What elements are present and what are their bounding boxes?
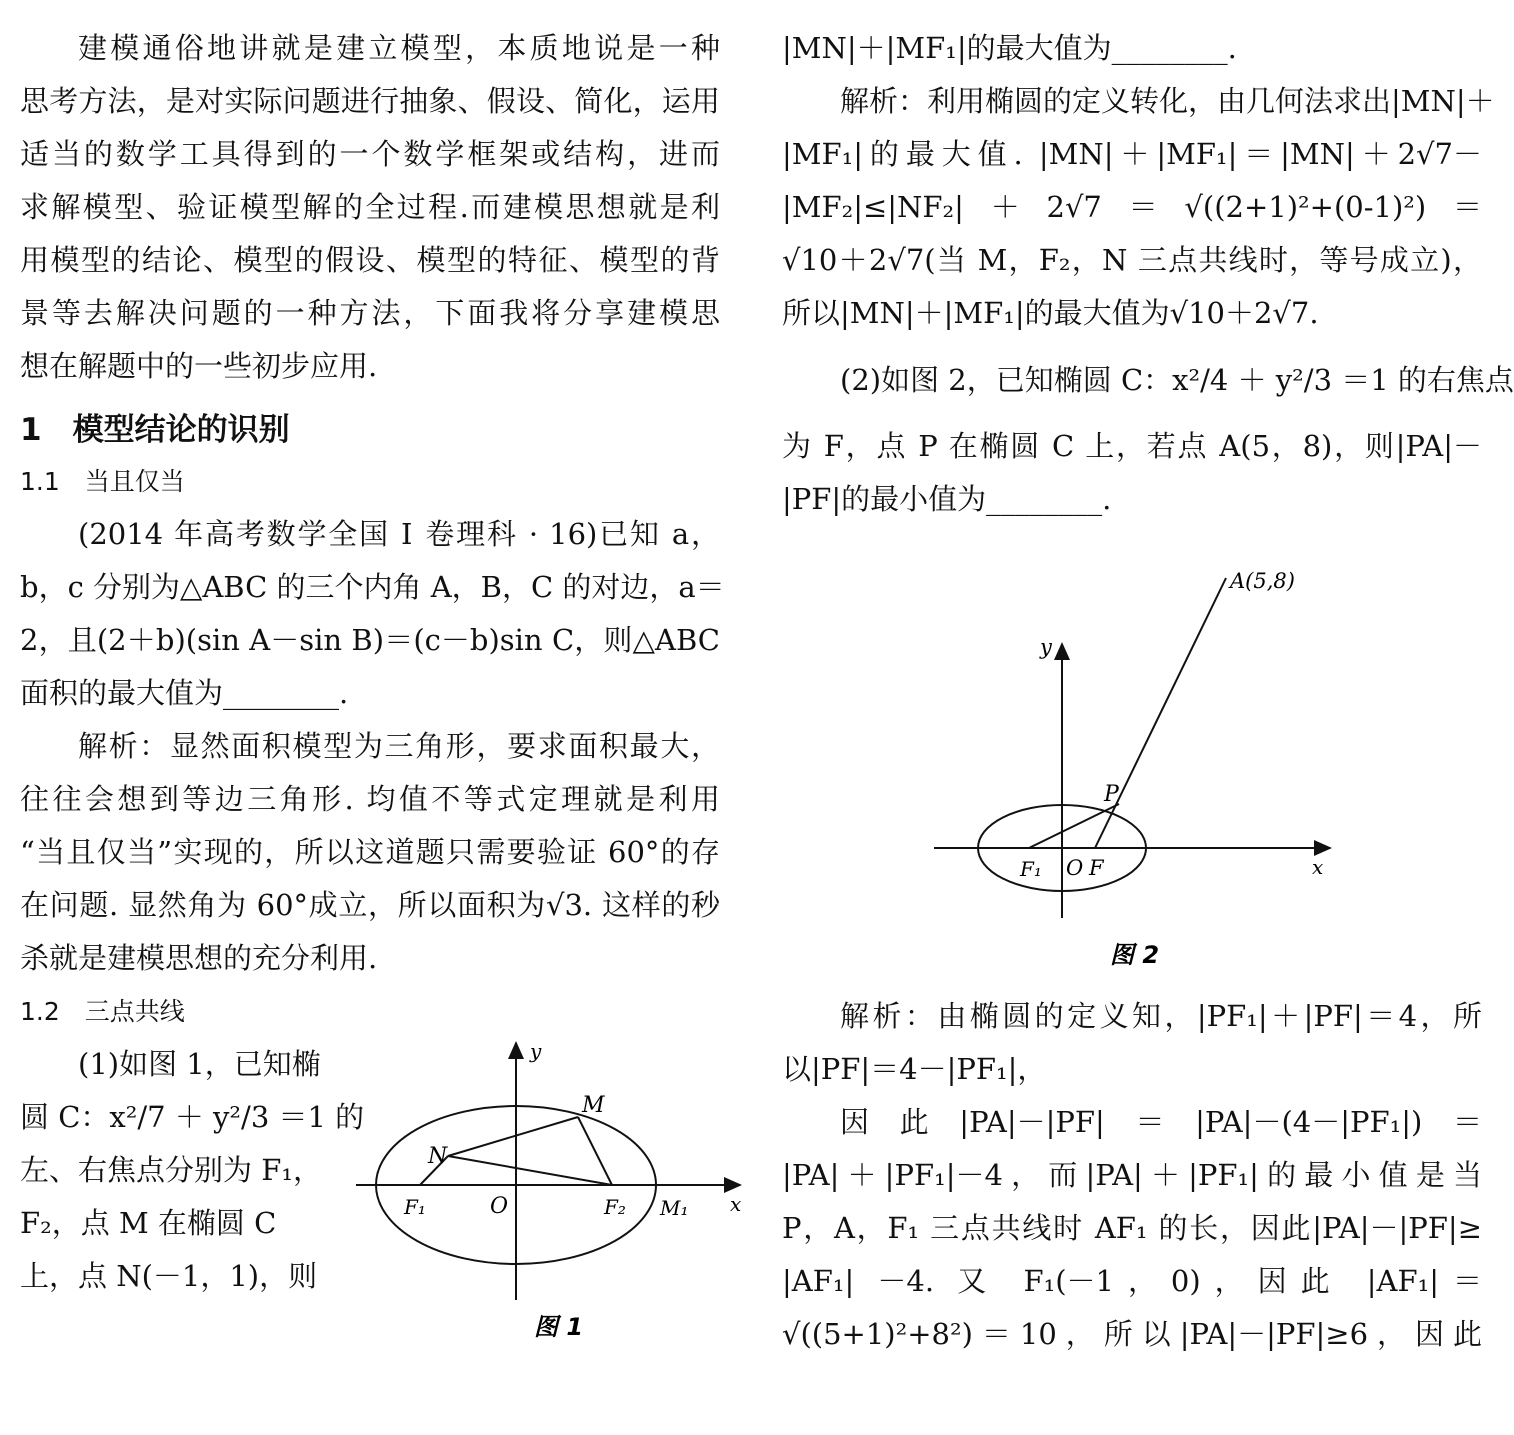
problem-2-block [20, 1038, 742, 1341]
text-line: |PA|＋|PF₁|－4，而|PA|＋|PF₁|的最小值是当 [782, 1158, 1482, 1192]
left-column [20, 22, 742, 1341]
right-column [782, 22, 1514, 1361]
x-axis-label: x [1312, 855, 1324, 879]
right-top-text [782, 22, 1514, 526]
text-line: (2)如图 2，已知椭圆 C：x²/4 ＋ y²/3 ＝1 的右焦点 [840, 363, 1514, 397]
y-axis-label: y [530, 1039, 542, 1063]
text-line: |MN|＋|MF₁|的最大值为________. [782, 31, 1237, 65]
segment-mf2 [578, 1117, 612, 1185]
figure-1-caption: 图 1 [534, 1313, 584, 1341]
text-line: 因此|PA|－|PF|＝|PA|－(4－|PF₁|)＝ [840, 1105, 1482, 1139]
point-m1-label: M₁ [660, 1196, 689, 1220]
text-line: 杀就是建模思想的充分利用. [20, 941, 378, 975]
text-line: |MF₁|的最大值. |MN|＋|MF₁|＝|MN|＋2√7－ [782, 137, 1482, 171]
origin-label: O [490, 1194, 509, 1219]
text-line: 解析：利用椭圆的定义转化，由几何法求出|MN|＋ [840, 84, 1495, 118]
text-line: |PF|的最小值为________. [782, 482, 1112, 516]
text-line: F₂，点 M 在椭圆 C [20, 1206, 277, 1240]
point-a-label: A(5,8) [1230, 569, 1295, 593]
figure-2 [782, 526, 1482, 986]
right-bottom-text [782, 990, 1482, 1361]
text-line: |MF₂|≤|NF₂|＋2√7＝√((2+1)²+(0-1)²)＝ [782, 190, 1482, 224]
point-f2-label: F₂ [604, 1195, 626, 1219]
point-f1-label: F₁ [404, 1195, 426, 1219]
text-line: “当且仅当”实现的，所以这道题只需要验证 60°的存 [20, 835, 720, 869]
solution-1 [20, 720, 720, 985]
figure-2-caption: 图 2 [1110, 941, 1160, 969]
text-line: |AF₁| －4. 又 F₁(－1，0)，因此 |AF₁|＝ [782, 1264, 1482, 1298]
origin-label: O [1066, 856, 1084, 880]
text-line: 左、右焦点分别为 F₁， [20, 1153, 322, 1187]
text-line: 想在解题中的一些初步应用. [20, 349, 378, 383]
text-line: 2，且(2＋b)(sin A－sin B)＝(c－b)sin C，则△ABC [20, 623, 720, 657]
section-heading: 1 模型结论的识别 [20, 412, 290, 448]
text-line: 用模型的结论、模型的假设、模型的特征、模型的背 [20, 243, 720, 277]
text-line: √10＋2√7(当 M，F₂，N 三点共线时，等号成立)， [782, 243, 1482, 277]
text-line: P，A，F₁ 三点共线时 AF₁ 的长，因此|PA|－|PF|≥ [782, 1211, 1482, 1245]
text-line: 解析：显然面积模型为三角形，要求面积最大， [78, 729, 720, 763]
text-line: 上，点 N(－1，1)，则 [20, 1259, 318, 1293]
text-line: 以|PF|＝4－|PF₁|， [782, 1052, 1047, 1086]
text-line: 所以|MN|＋|MF₁|的最大值为√10＋2√7. [782, 296, 1319, 330]
text-line: b，c 分别为△ABC 的三个内角 A，B，C 的对边，a＝ [20, 570, 725, 604]
text-line: 解析：由椭圆的定义知，|PF₁|＋|PF|＝4，所 [840, 999, 1482, 1033]
subsection-heading: 1.2 三点共线 [20, 997, 185, 1026]
text-line: (2014 年高考数学全国 Ⅰ 卷理科 · 16)已知 a， [78, 517, 720, 551]
point-m-label: M [582, 1093, 605, 1118]
text-line: 往往会想到等边三角形. 均值不等式定理就是利用 [20, 782, 720, 816]
text-line: 景等去解决问题的一种方法，下面我将分享建模思 [20, 296, 720, 330]
subsection-heading: 1.1 当且仅当 [20, 467, 185, 496]
y-axis-label: y [1040, 635, 1052, 659]
text-line: √((5+1)²+8²)＝10，所以|PA|－|PF|≥6，因此 [782, 1317, 1482, 1351]
problem-2-text [20, 1038, 365, 1303]
text-line: 为 F，点 P 在椭圆 C 上，若点 A(5，8)，则|PA|－ [782, 429, 1482, 463]
text-line: 适当的数学工具得到的一个数学框架或结构，进而 [20, 137, 720, 171]
text-line: 思考方法，是对实际问题进行抽象、假设、简化，运用 [20, 84, 720, 118]
point-p-label: P [1104, 782, 1119, 807]
text-line: 求解模型、验证模型解的全过程.而建模思想就是利 [20, 190, 720, 224]
text-line: 建模通俗地讲就是建立模型，本质地说是一种 [78, 31, 720, 65]
problem-1 [20, 508, 725, 720]
segment-fa [1095, 578, 1226, 848]
segment-nm [448, 1117, 578, 1156]
text-line: 圆 C：x²/7 ＋ y²/3 ＝1 的 [20, 1100, 365, 1134]
figure-1 [350, 1038, 750, 1348]
point-f-label: F [1089, 856, 1104, 880]
intro-paragraph [20, 22, 720, 393]
segment-nf2 [448, 1156, 612, 1185]
text-line: (1)如图 1，已知椭 [78, 1047, 321, 1081]
text-line: 面积的最大值为________. [20, 676, 349, 710]
point-n-label: N [428, 1144, 448, 1169]
x-axis-label: x [730, 1192, 742, 1216]
point-f1-label: F₁ [1020, 857, 1042, 881]
text-line: 在问题. 显然角为 60°成立，所以面积为√3. 这样的秒 [20, 888, 720, 922]
